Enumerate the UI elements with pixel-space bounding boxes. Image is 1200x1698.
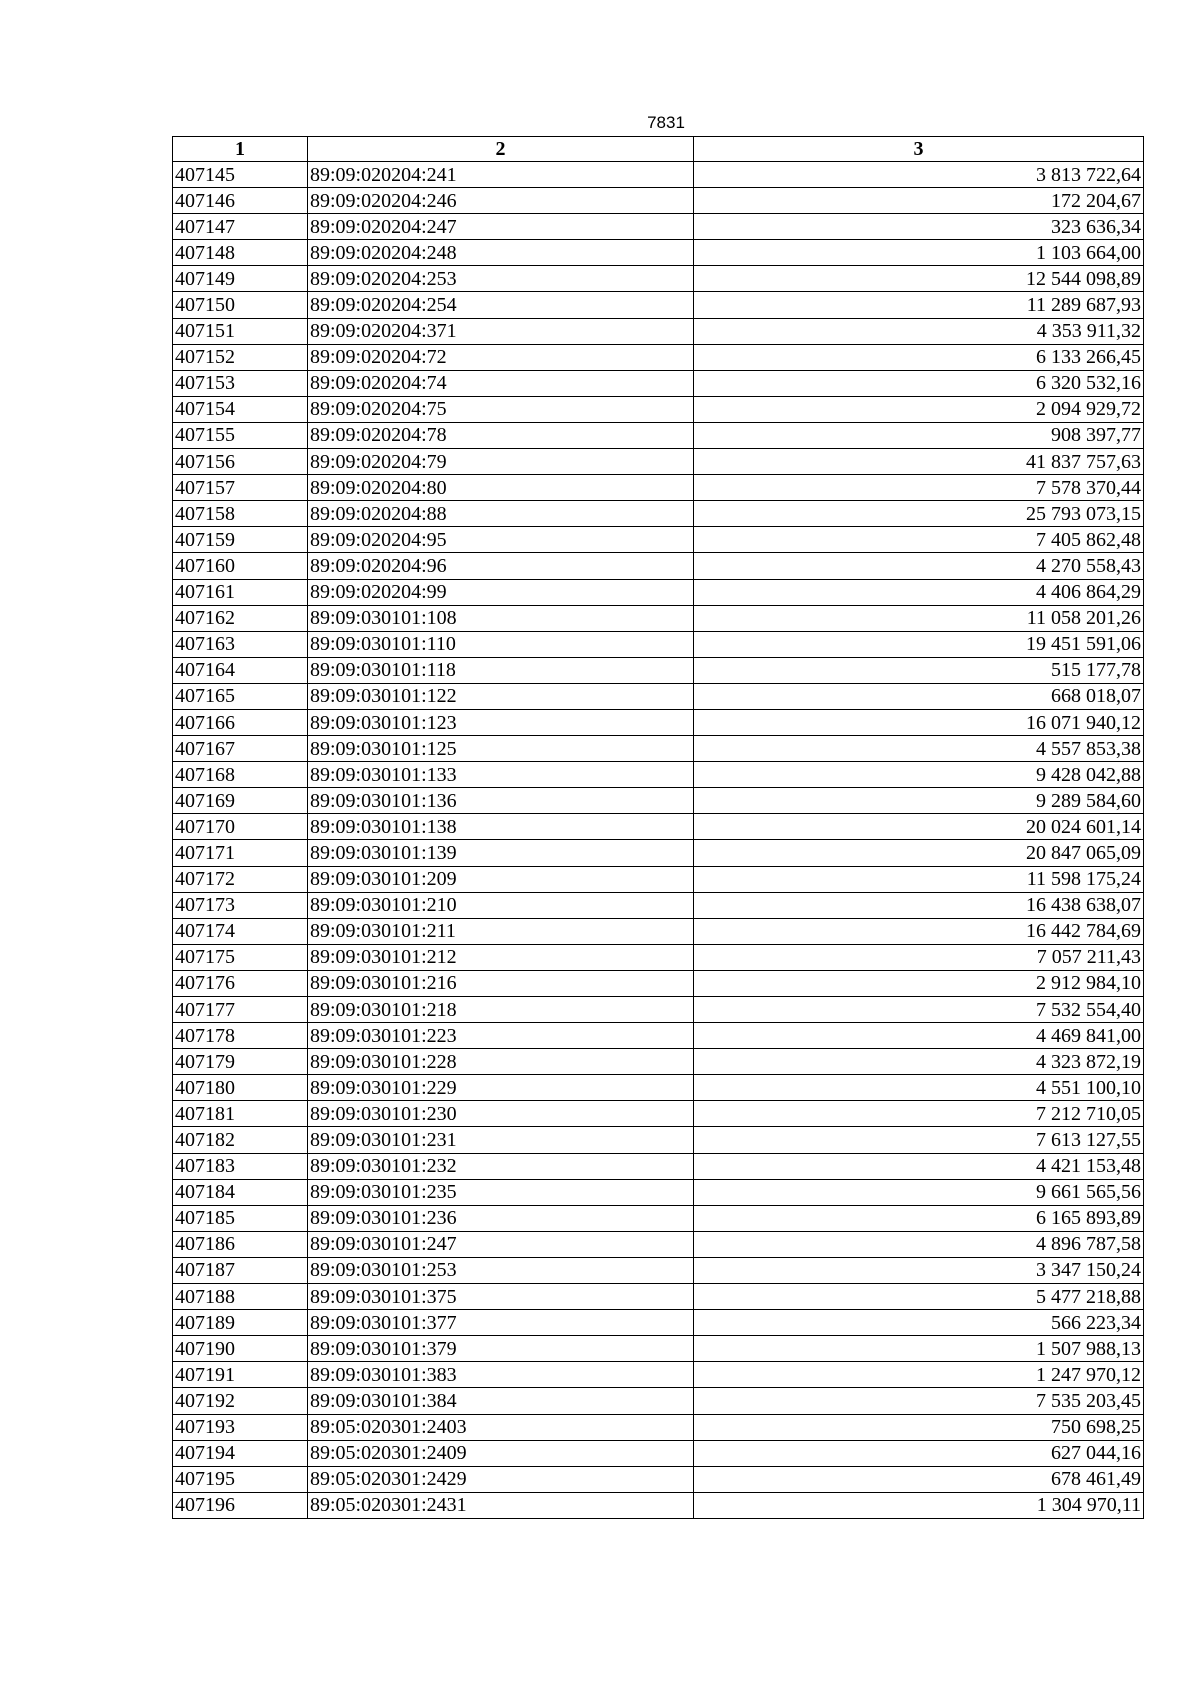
table-row — [173, 1075, 1144, 1101]
row-value: 11 289 687,93 — [694, 292, 1144, 318]
cadastral-number: 89:09:030101:384 — [308, 1388, 694, 1414]
row-id: 407171 — [173, 840, 308, 866]
row-value: 5 477 218,88 — [694, 1284, 1144, 1310]
row-id: 407194 — [173, 1440, 308, 1466]
cadastral-number: 89:09:030101:136 — [308, 788, 694, 814]
table-row — [173, 1153, 1144, 1179]
row-value: 6 320 532,16 — [694, 370, 1144, 396]
row-id: 407156 — [173, 449, 308, 475]
row-value: 7 613 127,55 — [694, 1127, 1144, 1153]
table-row — [173, 1205, 1144, 1231]
row-value: 25 793 073,15 — [694, 501, 1144, 527]
table-row — [173, 1284, 1144, 1310]
table-row — [173, 240, 1144, 266]
cadastral-number: 89:09:030101:209 — [308, 866, 694, 892]
row-id: 407189 — [173, 1310, 308, 1336]
cadastral-number: 89:09:030101:236 — [308, 1205, 694, 1231]
cadastral-number: 89:05:020301:2409 — [308, 1440, 694, 1466]
table-header-row — [173, 137, 1144, 162]
row-value: 566 223,34 — [694, 1310, 1144, 1336]
row-id: 407196 — [173, 1492, 308, 1518]
row-id: 407193 — [173, 1414, 308, 1440]
table-row — [173, 1466, 1144, 1492]
row-value: 16 438 638,07 — [694, 892, 1144, 918]
row-id: 407177 — [173, 997, 308, 1023]
table-row — [173, 318, 1144, 344]
table-row — [173, 657, 1144, 683]
row-id: 407191 — [173, 1362, 308, 1388]
row-value: 6 133 266,45 — [694, 344, 1144, 370]
row-value: 41 837 757,63 — [694, 449, 1144, 475]
cadastral-number: 89:09:020204:74 — [308, 370, 694, 396]
row-id: 407170 — [173, 814, 308, 840]
row-value: 4 323 872,19 — [694, 1049, 1144, 1075]
row-value: 11 058 201,26 — [694, 605, 1144, 631]
row-value: 9 428 042,88 — [694, 762, 1144, 788]
row-id: 407158 — [173, 501, 308, 527]
cadastral-number: 89:09:020204:253 — [308, 266, 694, 292]
row-value: 16 442 784,69 — [694, 918, 1144, 944]
cadastral-number: 89:09:030101:123 — [308, 709, 694, 735]
row-value: 908 397,77 — [694, 422, 1144, 448]
row-id: 407148 — [173, 240, 308, 266]
row-value: 4 406 864,29 — [694, 579, 1144, 605]
table-row — [173, 422, 1144, 448]
row-id: 407179 — [173, 1049, 308, 1075]
cadastral-number: 89:09:030101:110 — [308, 631, 694, 657]
row-id: 407154 — [173, 396, 308, 422]
row-value: 19 451 591,06 — [694, 631, 1144, 657]
cadastral-number: 89:05:020301:2403 — [308, 1414, 694, 1440]
row-id: 407182 — [173, 1127, 308, 1153]
cadastral-number: 89:09:030101:375 — [308, 1284, 694, 1310]
table-row — [173, 918, 1144, 944]
table-row — [173, 683, 1144, 709]
row-id: 407183 — [173, 1153, 308, 1179]
row-id: 407181 — [173, 1101, 308, 1127]
row-value: 2 912 984,10 — [694, 970, 1144, 996]
cadastral-number: 89:09:020204:78 — [308, 422, 694, 448]
row-id: 407152 — [173, 344, 308, 370]
cadastral-number: 89:09:030101:383 — [308, 1362, 694, 1388]
cadastral-number: 89:09:030101:139 — [308, 840, 694, 866]
row-value: 12 544 098,89 — [694, 266, 1144, 292]
table-row — [173, 370, 1144, 396]
row-value: 4 270 558,43 — [694, 553, 1144, 579]
table-row — [173, 1127, 1144, 1153]
table-row — [173, 970, 1144, 996]
row-value: 20 024 601,14 — [694, 814, 1144, 840]
row-value: 1 304 970,11 — [694, 1492, 1144, 1518]
row-value: 4 421 153,48 — [694, 1153, 1144, 1179]
row-value: 4 551 100,10 — [694, 1075, 1144, 1101]
row-id: 407150 — [173, 292, 308, 318]
cadastral-number: 89:09:030101:223 — [308, 1023, 694, 1049]
cadastral-number: 89:09:020204:80 — [308, 475, 694, 501]
row-value: 678 461,49 — [694, 1466, 1144, 1492]
row-value: 627 044,16 — [694, 1440, 1144, 1466]
row-id: 407160 — [173, 553, 308, 579]
cadastral-number: 89:09:020204:254 — [308, 292, 694, 318]
cadastral-number: 89:09:030101:216 — [308, 970, 694, 996]
cadastral-number: 89:09:020204:247 — [308, 214, 694, 240]
table-row — [173, 1101, 1144, 1127]
row-value: 3 347 150,24 — [694, 1257, 1144, 1283]
table-row — [173, 631, 1144, 657]
table-row — [173, 579, 1144, 605]
cadastral-number: 89:09:030101:138 — [308, 814, 694, 840]
row-id: 407157 — [173, 475, 308, 501]
row-value: 20 847 065,09 — [694, 840, 1144, 866]
row-id: 407164 — [173, 657, 308, 683]
row-value: 6 165 893,89 — [694, 1205, 1144, 1231]
row-value: 7 405 862,48 — [694, 527, 1144, 553]
row-value: 7 532 554,40 — [694, 997, 1144, 1023]
table-row — [173, 762, 1144, 788]
row-value: 4 557 853,38 — [694, 736, 1144, 762]
cadastral-number: 89:09:030101:379 — [308, 1336, 694, 1362]
row-value: 7 057 211,43 — [694, 944, 1144, 970]
table-row — [173, 1440, 1144, 1466]
row-value: 7 578 370,44 — [694, 475, 1144, 501]
row-value: 668 018,07 — [694, 683, 1144, 709]
cadastral-number: 89:09:030101:118 — [308, 657, 694, 683]
table-body — [173, 162, 1144, 1519]
cadastral-number: 89:09:030101:125 — [308, 736, 694, 762]
cadastral-number: 89:09:030101:228 — [308, 1049, 694, 1075]
table-row — [173, 266, 1144, 292]
cadastral-number: 89:09:020204:246 — [308, 188, 694, 214]
cadastral-number: 89:09:030101:218 — [308, 997, 694, 1023]
row-id: 407178 — [173, 1023, 308, 1049]
row-id: 407147 — [173, 214, 308, 240]
cadastral-number: 89:09:030101:122 — [308, 683, 694, 709]
table-row — [173, 605, 1144, 631]
cadastral-number: 89:09:030101:108 — [308, 605, 694, 631]
table-row — [173, 892, 1144, 918]
cadastral-number: 89:09:030101:133 — [308, 762, 694, 788]
table-row — [173, 1231, 1144, 1257]
cadastral-number: 89:09:030101:229 — [308, 1075, 694, 1101]
data-table — [172, 136, 1144, 1519]
row-value: 2 094 929,72 — [694, 396, 1144, 422]
row-id: 407176 — [173, 970, 308, 996]
cadastral-number: 89:09:020204:248 — [308, 240, 694, 266]
page-number: 7831 — [647, 113, 685, 132]
row-id: 407186 — [173, 1231, 308, 1257]
cadastral-number: 89:09:030101:247 — [308, 1231, 694, 1257]
row-id: 407165 — [173, 683, 308, 709]
row-id: 407174 — [173, 918, 308, 944]
column-header-2: 2 — [308, 137, 694, 162]
cadastral-number: 89:09:020204:371 — [308, 318, 694, 344]
table-row — [173, 736, 1144, 762]
cadastral-number: 89:09:030101:235 — [308, 1179, 694, 1205]
row-value: 4 353 911,32 — [694, 318, 1144, 344]
row-value: 172 204,67 — [694, 188, 1144, 214]
row-value: 4 469 841,00 — [694, 1023, 1144, 1049]
row-value: 7 535 203,45 — [694, 1388, 1144, 1414]
row-value: 11 598 175,24 — [694, 866, 1144, 892]
table-row — [173, 1023, 1144, 1049]
row-id: 407151 — [173, 318, 308, 344]
row-value: 4 896 787,58 — [694, 1231, 1144, 1257]
table-row — [173, 188, 1144, 214]
column-header-1: 1 — [173, 137, 308, 162]
table-row — [173, 944, 1144, 970]
cadastral-number: 89:09:030101:230 — [308, 1101, 694, 1127]
row-id: 407168 — [173, 762, 308, 788]
row-value: 3 813 722,64 — [694, 162, 1144, 188]
row-id: 407155 — [173, 422, 308, 448]
row-value: 1 247 970,12 — [694, 1362, 1144, 1388]
row-value: 7 212 710,05 — [694, 1101, 1144, 1127]
row-id: 407185 — [173, 1205, 308, 1231]
cadastral-number: 89:09:020204:99 — [308, 579, 694, 605]
cadastral-number: 89:09:030101:231 — [308, 1127, 694, 1153]
table-row — [173, 1257, 1144, 1283]
table-row — [173, 475, 1144, 501]
row-id: 407146 — [173, 188, 308, 214]
row-value: 9 289 584,60 — [694, 788, 1144, 814]
row-id: 407159 — [173, 527, 308, 553]
row-id: 407187 — [173, 1257, 308, 1283]
row-id: 407162 — [173, 605, 308, 631]
table-row — [173, 162, 1144, 188]
table-row — [173, 1049, 1144, 1075]
table-row — [173, 1310, 1144, 1336]
row-id: 407145 — [173, 162, 308, 188]
table-row — [173, 344, 1144, 370]
row-id: 407173 — [173, 892, 308, 918]
cadastral-number: 89:09:030101:377 — [308, 1310, 694, 1336]
row-value: 515 177,78 — [694, 657, 1144, 683]
table-row — [173, 292, 1144, 318]
table-row — [173, 527, 1144, 553]
cadastral-number: 89:09:030101:253 — [308, 1257, 694, 1283]
table-row — [173, 449, 1144, 475]
row-id: 407149 — [173, 266, 308, 292]
row-id: 407184 — [173, 1179, 308, 1205]
table-row — [173, 1336, 1144, 1362]
row-id: 407167 — [173, 736, 308, 762]
cadastral-number: 89:09:020204:95 — [308, 527, 694, 553]
cadastral-number: 89:09:020204:96 — [308, 553, 694, 579]
table-row — [173, 1492, 1144, 1518]
cadastral-number: 89:09:020204:75 — [308, 396, 694, 422]
table-row — [173, 214, 1144, 240]
cadastral-number: 89:09:020204:241 — [308, 162, 694, 188]
row-id: 407172 — [173, 866, 308, 892]
row-id: 407188 — [173, 1284, 308, 1310]
table-row — [173, 553, 1144, 579]
cadastral-number: 89:09:020204:88 — [308, 501, 694, 527]
row-id: 407161 — [173, 579, 308, 605]
cadastral-number: 89:09:030101:232 — [308, 1153, 694, 1179]
table-row — [173, 997, 1144, 1023]
cadastral-number: 89:09:020204:79 — [308, 449, 694, 475]
row-value: 16 071 940,12 — [694, 709, 1144, 735]
cadastral-number: 89:09:030101:211 — [308, 918, 694, 944]
column-header-3: 3 — [694, 137, 1144, 162]
row-value: 750 698,25 — [694, 1414, 1144, 1440]
row-id: 407195 — [173, 1466, 308, 1492]
table-row — [173, 840, 1144, 866]
table-row — [173, 866, 1144, 892]
cadastral-number: 89:05:020301:2429 — [308, 1466, 694, 1492]
table-row — [173, 1414, 1144, 1440]
row-value: 9 661 565,56 — [694, 1179, 1144, 1205]
row-value: 1 103 664,00 — [694, 240, 1144, 266]
row-id: 407190 — [173, 1336, 308, 1362]
table-row — [173, 814, 1144, 840]
table-row — [173, 1388, 1144, 1414]
row-id: 407153 — [173, 370, 308, 396]
cadastral-number: 89:09:030101:210 — [308, 892, 694, 918]
table-row — [173, 709, 1144, 735]
row-id: 407192 — [173, 1388, 308, 1414]
row-id: 407175 — [173, 944, 308, 970]
cadastral-number: 89:09:030101:212 — [308, 944, 694, 970]
cadastral-number: 89:09:020204:72 — [308, 344, 694, 370]
row-id: 407169 — [173, 788, 308, 814]
table-row — [173, 1179, 1144, 1205]
table-row — [173, 501, 1144, 527]
cadastral-number: 89:05:020301:2431 — [308, 1492, 694, 1518]
row-value: 1 507 988,13 — [694, 1336, 1144, 1362]
row-value: 323 636,34 — [694, 214, 1144, 240]
table-row — [173, 396, 1144, 422]
table-row — [173, 1362, 1144, 1388]
row-id: 407166 — [173, 709, 308, 735]
row-id: 407163 — [173, 631, 308, 657]
table-row — [173, 788, 1144, 814]
row-id: 407180 — [173, 1075, 308, 1101]
